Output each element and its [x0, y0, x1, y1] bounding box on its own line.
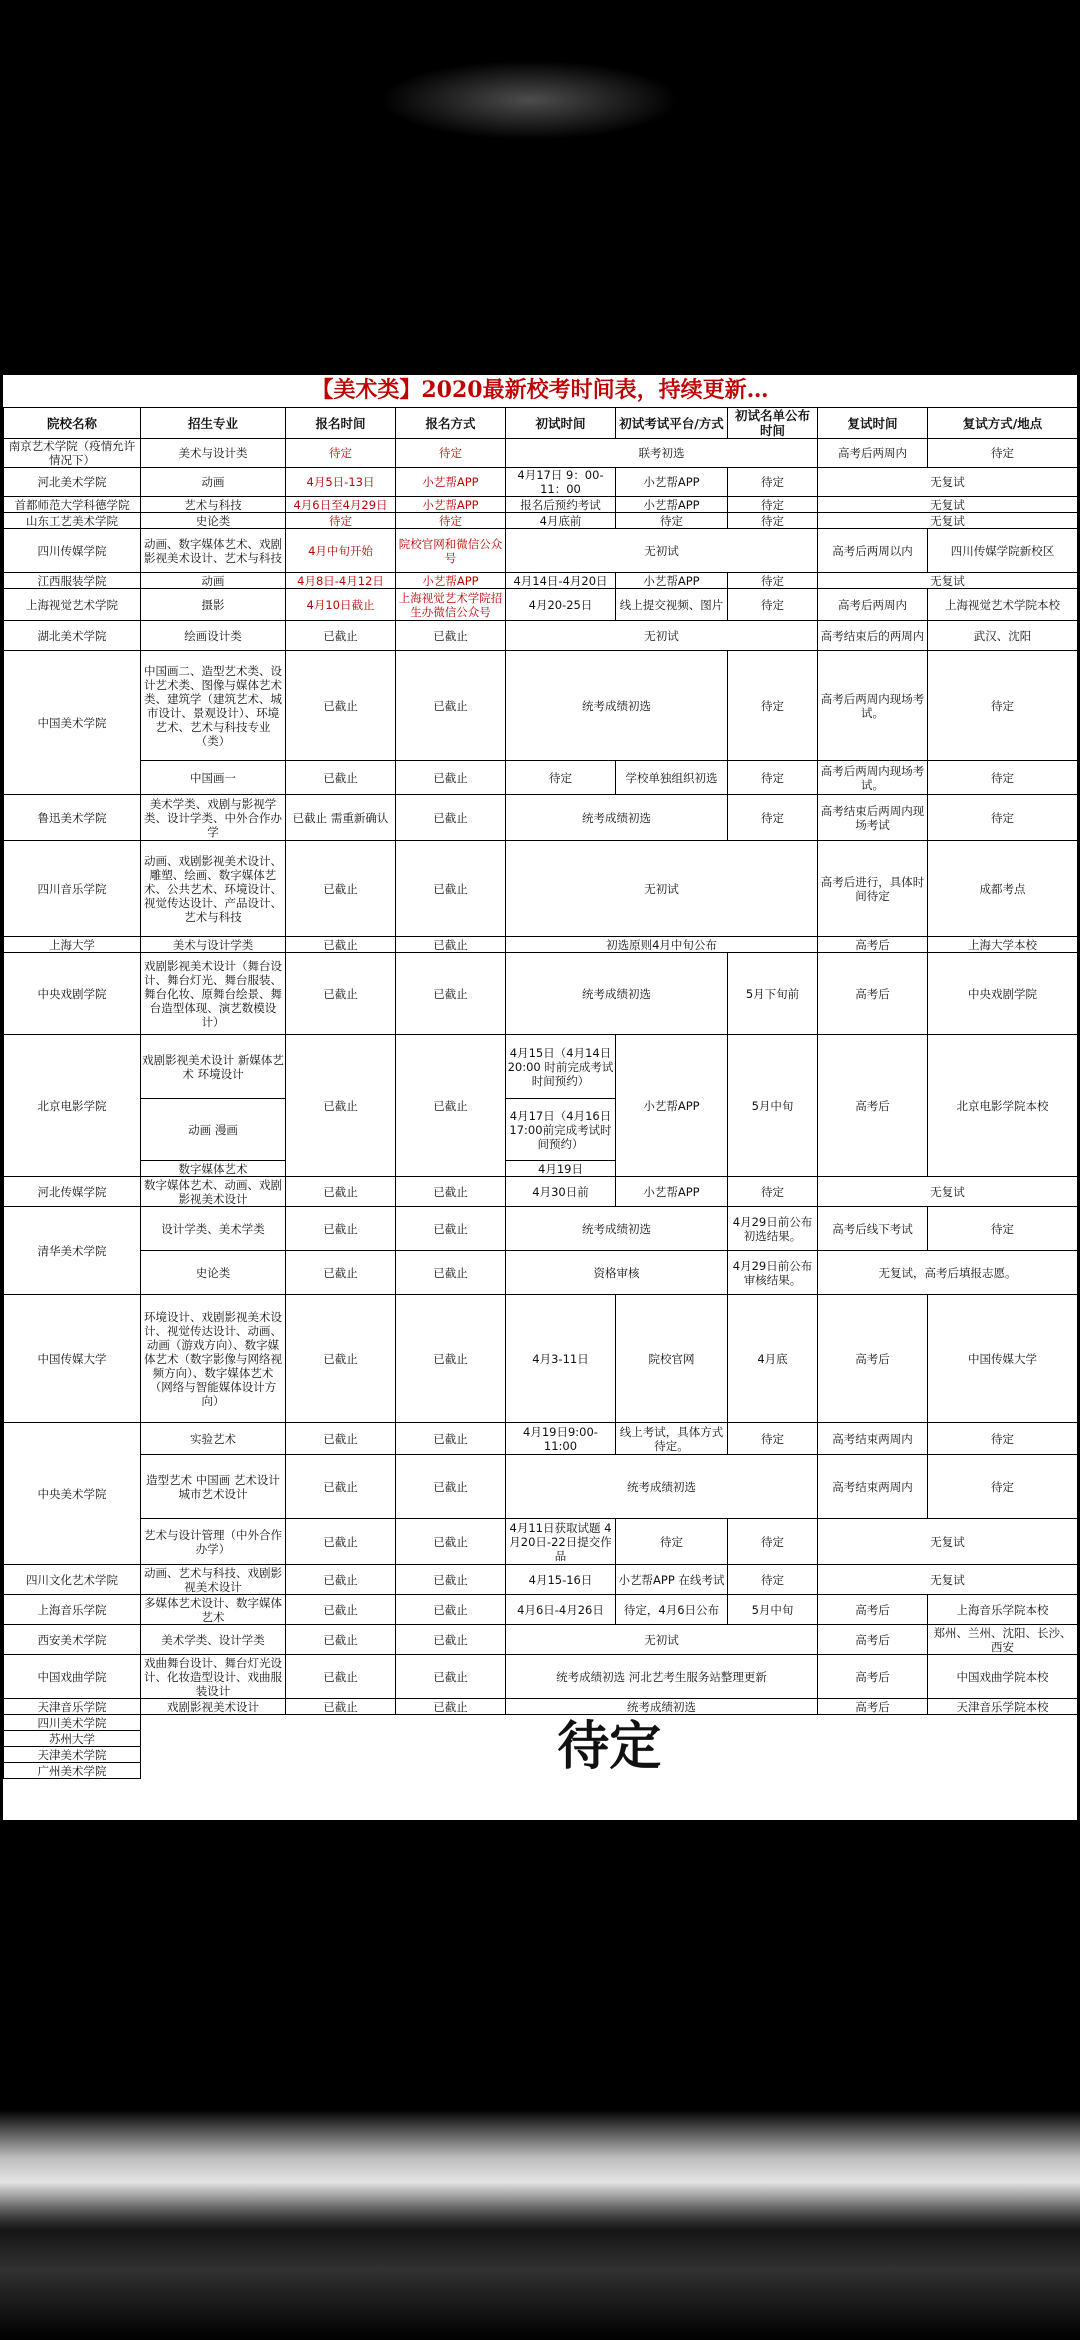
table-cell: 已截止 — [286, 953, 396, 1035]
table-cell: 环境设计、戏剧影视美术设计、视觉传达设计、动画、动画（游戏方向）、数字媒体艺术（数字影像与网络视频方向）、数字媒体艺术（网络与智能媒体设计方向） — [141, 1295, 286, 1423]
table-cell: 4月20-25日 — [506, 589, 616, 621]
table-cell: 四川传媒学院新校区 — [928, 529, 1078, 573]
table-cell: 待定 — [286, 513, 396, 529]
pending-notice: 待定 — [557, 1715, 662, 1777]
table-cell: 4月11日获取试题 4月20日-22日提交作品 — [506, 1519, 616, 1565]
table-cell: 小艺帮APP — [396, 468, 506, 497]
table-cell: 戏剧影视美术设计 — [141, 1699, 286, 1715]
table-row — [4, 439, 1078, 468]
table-cell: 高考结束后的两周内 — [818, 621, 928, 651]
table-cell: 高考后 — [818, 1625, 928, 1655]
table-cell: 高考后 — [818, 937, 928, 953]
table-cell: 上海大学本校 — [928, 937, 1078, 953]
table-cell: 郑州、兰州、沈阳、长沙、西安 — [928, 1625, 1078, 1655]
header-cell: 初试考试平台/方式 — [616, 408, 728, 439]
table-cell: 待定 — [928, 1207, 1078, 1251]
table-cell: 小艺帮APP — [616, 573, 728, 589]
table-cell: 待定 — [728, 761, 818, 795]
school-cell: 天津音乐学院 — [4, 1699, 141, 1715]
school-cell: 中央美术学院 — [4, 1423, 141, 1565]
table-row — [4, 1519, 1078, 1565]
school-cell: 河北美术学院 — [4, 468, 141, 497]
school-cell: 河北传媒学院 — [4, 1177, 141, 1207]
blurred-watermark — [380, 60, 680, 140]
table-cell: 中国戏曲学院本校 — [928, 1655, 1078, 1699]
table-cell: 已截止 — [286, 1295, 396, 1423]
table-cell: 小艺帮APP — [396, 497, 506, 513]
table-row — [4, 1177, 1078, 1207]
table-cell: 艺术与设计管理（中外合作办学） — [141, 1519, 286, 1565]
header-cell: 院校名称 — [4, 408, 141, 439]
table-cell: 设计学类、美术学类 — [141, 1207, 286, 1251]
table-cell: 已截止 — [396, 1455, 506, 1519]
school-cell: 天津美术学院 — [4, 1747, 141, 1763]
table-cell: 动画 — [141, 468, 286, 497]
table-cell: 4月14日-4月20日 — [506, 573, 616, 589]
table-cell: 待定 — [728, 795, 818, 841]
table-row — [4, 1625, 1078, 1655]
table-cell: 待定 — [616, 1519, 728, 1565]
table-cell: 联考初选 — [506, 439, 818, 468]
header-cell: 复试时间 — [818, 408, 928, 439]
table-cell: 待定 — [396, 513, 506, 529]
table-row — [4, 468, 1078, 497]
table-cell: 已截止 — [396, 1595, 506, 1625]
table-cell: 已截止 — [286, 1035, 396, 1177]
table-cell: 高考后 — [818, 1035, 928, 1177]
table-cell: 待定，4月6日公布 — [616, 1595, 728, 1625]
table-cell: 4月19日 — [506, 1161, 616, 1177]
table-cell: 高考结束两周内 — [818, 1455, 928, 1519]
table-cell: 4月29日前公布审核结果。 — [728, 1251, 818, 1295]
table-cell: 小艺帮APP — [616, 497, 728, 513]
table-cell: 学校单独组织初选 — [616, 761, 728, 795]
table-cell: 实验艺术 — [141, 1423, 286, 1455]
table-cell: 戏曲舞台设计、舞台灯光设计、化妆造型设计、戏曲服装设计 — [141, 1655, 286, 1699]
table-cell: 待定 — [728, 1565, 818, 1595]
school-cell: 中国传媒大学 — [4, 1295, 141, 1423]
table-cell: 上海视觉艺术学院本校 — [928, 589, 1078, 621]
table-cell: 待定 — [928, 761, 1078, 795]
table-cell: 小艺帮APP — [396, 573, 506, 589]
header-cell: 报名方式 — [396, 408, 506, 439]
school-cell: 中国美术学院 — [4, 651, 141, 795]
table-cell: 待定 — [928, 795, 1078, 841]
table-cell: 造型艺术 中国画 艺术设计 城市艺术设计 — [141, 1455, 286, 1519]
table-row — [4, 1715, 1078, 1731]
school-cell: 清华美术学院 — [4, 1207, 141, 1295]
table-cell: 已截止 — [396, 1035, 506, 1177]
table-cell: 待定 — [928, 1455, 1078, 1519]
header-cell: 复试方式/地点 — [928, 408, 1078, 439]
table-cell: 美术与设计学类 — [141, 937, 286, 953]
table-cell: 动画、戏剧影视美术设计、雕塑、绘画、数字媒体艺术、公共艺术、环境设计、视觉传达设计、产品设计、艺术与科技 — [141, 841, 286, 937]
school-cell: 北京电影学院 — [4, 1035, 141, 1177]
table-cell: 待定 — [506, 761, 616, 795]
table-cell: 戏剧影视美术设计 新媒体艺术 环境设计 — [141, 1035, 286, 1099]
table-cell: 4月3-11日 — [506, 1295, 616, 1423]
table-cell: 已截止 — [286, 937, 396, 953]
table-cell: 已截止 — [286, 1177, 396, 1207]
table-cell: 史论类 — [141, 513, 286, 529]
table-cell: 高考后 — [818, 1295, 928, 1423]
table-cell: 高考后 — [818, 953, 928, 1035]
table-cell: 小艺帮APP 在线考试 — [616, 1565, 728, 1595]
table-cell: 待定 — [728, 1177, 818, 1207]
table-cell: 已截止 — [396, 937, 506, 953]
table-cell: 待定 — [928, 651, 1078, 761]
table-cell: 已截止 — [286, 1655, 396, 1699]
schedule-sheet — [3, 375, 1077, 1820]
table-cell: 已截止 — [396, 795, 506, 841]
table-cell: 已截止 — [286, 761, 396, 795]
table-cell: 高考后两周内 — [818, 439, 928, 468]
table-row — [4, 1595, 1078, 1625]
table-cell: 4月8日-4月12日 — [286, 573, 396, 589]
table-cell: 4月底 — [728, 1295, 818, 1423]
table-cell: 待定 — [928, 439, 1078, 468]
table-cell: 已截止 — [286, 1251, 396, 1295]
table-cell: 艺术与科技 — [141, 497, 286, 513]
table-cell: 已截止 — [286, 1625, 396, 1655]
table-cell: 摄影 — [141, 589, 286, 621]
table-cell: 北京电影学院本校 — [928, 1035, 1078, 1177]
school-cell: 湖北美术学院 — [4, 621, 141, 651]
table-cell: 已截止 — [396, 1251, 506, 1295]
school-cell: 四川文化艺术学院 — [4, 1565, 141, 1595]
brush-shadow — [0, 2200, 1080, 2340]
school-cell: 山东工艺美术学院 — [4, 513, 141, 529]
table-cell: 无复试 — [818, 1519, 1078, 1565]
table-cell: 上海视觉艺术学院招生办微信公众号 — [396, 589, 506, 621]
header-cell: 报名时间 — [286, 408, 396, 439]
table-row — [4, 529, 1078, 573]
table-cell: 已截止 — [396, 1519, 506, 1565]
table-cell: 4月6日-4月26日 — [506, 1595, 616, 1625]
table-cell: 已截止 — [286, 1455, 396, 1519]
school-cell: 苏州大学 — [4, 1731, 141, 1747]
table-cell: 4月15日（4月14日20:00 时前完成考试时间预约） — [506, 1035, 616, 1099]
table-cell: 4月17日 9：00-11：00 — [506, 468, 616, 497]
school-cell: 鲁迅美术学院 — [4, 795, 141, 841]
table-row — [4, 497, 1078, 513]
table-cell: 动画、艺术与科技、戏剧影视美术设计 — [141, 1565, 286, 1595]
table-cell: 高考后 — [818, 1699, 928, 1715]
table-cell: 统考成绩初选 — [506, 795, 728, 841]
table-row — [4, 1699, 1078, 1715]
table-cell: 戏剧影视美术设计（舞台设计、舞台灯光、舞台服装、舞台化妆、原舞台绘景、舞台造型体现、演艺数模设计） — [141, 953, 286, 1035]
school-cell: 中央戏剧学院 — [4, 953, 141, 1035]
table-cell: 已截止 — [286, 841, 396, 937]
table-cell: 无初试 — [506, 841, 818, 937]
table-cell: 已截止 — [396, 1177, 506, 1207]
table-cell: 待定 — [728, 1423, 818, 1455]
table-cell: 5月中旬 — [728, 1595, 818, 1625]
table-row — [4, 1565, 1078, 1595]
table-cell: 高考结束两周内 — [818, 1423, 928, 1455]
table-row — [4, 1655, 1078, 1699]
table-cell: 已截止 — [396, 651, 506, 761]
top-dark-area — [0, 0, 1080, 375]
table-cell: 5月中旬 — [728, 1035, 818, 1177]
table-cell: 已截止 — [396, 761, 506, 795]
table-cell: 4月19日9:00-11:00 — [506, 1423, 616, 1455]
school-cell: 上海视觉艺术学院 — [4, 589, 141, 621]
table-cell: 数字媒体艺术、动画、戏剧影视美术设计 — [141, 1177, 286, 1207]
table-cell: 高考后 — [818, 1595, 928, 1625]
table-cell: 已截止 — [286, 1565, 396, 1595]
table-cell: 统考成绩初选 — [506, 1207, 728, 1251]
table-cell: 数字媒体艺术 — [141, 1161, 286, 1177]
table-cell: 待定 — [728, 497, 818, 513]
table-cell: 待定 — [728, 468, 818, 497]
table-cell: 4月中旬开始 — [286, 529, 396, 573]
table-cell: 已截止 — [286, 1699, 396, 1715]
table-cell: 高考后两周内现场考试。 — [818, 651, 928, 761]
table-cell: 待定 — [616, 513, 728, 529]
school-cell: 广州美术学院 — [4, 1763, 141, 1779]
table-cell: 统考成绩初选 — [506, 953, 728, 1035]
table-cell: 高考后线下考试 — [818, 1207, 928, 1251]
table-cell: 无复试 — [818, 513, 1078, 529]
header-cell: 招生专业 — [141, 408, 286, 439]
table-cell: 无复试，高考后填报志愿。 — [818, 1251, 1078, 1295]
table-cell: 已截止 — [286, 1595, 396, 1625]
table-cell: 5月下旬前 — [728, 953, 818, 1035]
header-row — [4, 408, 1078, 439]
table-cell: 已截止 — [286, 621, 396, 651]
table-cell: 线上考试，具体方式待定。 — [616, 1423, 728, 1455]
table-cell: 院校官网和微信公众号 — [396, 529, 506, 573]
table-cell: 4月17日（4月16日17:00前完成考试时间预约） — [506, 1099, 616, 1161]
table-row — [4, 841, 1078, 937]
table-cell: 高考后进行，具体时间待定 — [818, 841, 928, 937]
table-row — [4, 513, 1078, 529]
table-cell: 已截止 — [286, 1519, 396, 1565]
table-cell: 待定 — [728, 651, 818, 761]
table-row — [4, 1423, 1078, 1455]
table-cell: 资格审核 — [506, 1251, 728, 1295]
table-cell: 多媒体艺术设计、数字媒体艺术 — [141, 1595, 286, 1625]
table-cell: 史论类 — [141, 1251, 286, 1295]
table-cell: 已截止 需重新确认 — [286, 795, 396, 841]
table-cell: 无复试 — [818, 1177, 1078, 1207]
table-cell: 中国传媒大学 — [928, 1295, 1078, 1423]
table-cell: 已截止 — [396, 953, 506, 1035]
table-cell: 已截止 — [396, 1655, 506, 1699]
table-cell: 已截止 — [396, 1565, 506, 1595]
table-cell: 4月10日截止 — [286, 589, 396, 621]
table-cell: 4月29日前公布初选结果。 — [728, 1207, 818, 1251]
table-cell: 待定 — [728, 573, 818, 589]
school-cell: 上海大学 — [4, 937, 141, 953]
school-cell: 江西服装学院 — [4, 573, 141, 589]
table-row — [4, 573, 1078, 589]
school-cell: 西安美术学院 — [4, 1625, 141, 1655]
table-row — [4, 1207, 1078, 1251]
table-cell: 绘画设计类 — [141, 621, 286, 651]
table-cell: 已截止 — [396, 1699, 506, 1715]
table-cell: 待定 — [728, 1519, 818, 1565]
table-row — [4, 589, 1078, 621]
table-cell: 天津音乐学院本校 — [928, 1699, 1078, 1715]
table-cell: 美术学类、设计学类 — [141, 1625, 286, 1655]
table-cell: 已截止 — [396, 1423, 506, 1455]
table-cell: 高考后两周内 — [818, 589, 928, 621]
table-cell: 美术与设计类 — [141, 439, 286, 468]
table-cell: 已截止 — [396, 621, 506, 651]
table-cell: 无初试 — [506, 529, 818, 573]
table-cell: 统考成绩初选 河北艺考生服务站整理更新 — [506, 1655, 818, 1699]
table-row — [4, 937, 1078, 953]
table-cell: 已截止 — [396, 1207, 506, 1251]
table-cell: 统考成绩初选 — [506, 1699, 818, 1715]
table-cell: 4月30日前 — [506, 1177, 616, 1207]
table-cell: 待定 — [728, 589, 818, 621]
table-cell: 动画、数字媒体艺术、戏剧影视美术设计、艺术与科技 — [141, 529, 286, 573]
table-cell: 报名后预约考试 — [506, 497, 616, 513]
table-cell: 动画 漫画 — [141, 1099, 286, 1161]
school-cell: 中国戏曲学院 — [4, 1655, 141, 1699]
school-cell: 四川美术学院 — [4, 1715, 141, 1731]
table-cell: 动画 — [141, 573, 286, 589]
table-cell: 待定 — [928, 1423, 1078, 1455]
table-cell: 小艺帮APP — [616, 1035, 728, 1177]
header-cell: 初试名单公布时间 — [728, 408, 818, 439]
table-cell: 已截止 — [396, 841, 506, 937]
table-cell: 高考后两周内现场考试。 — [818, 761, 928, 795]
table-cell: 统考成绩初选 — [506, 1455, 818, 1519]
table-row — [4, 761, 1078, 795]
table-cell: 已截止 — [286, 1423, 396, 1455]
table-row — [4, 1251, 1078, 1295]
table-cell: 无复试 — [818, 497, 1078, 513]
table-cell: 已截止 — [286, 1207, 396, 1251]
school-cell: 四川音乐学院 — [4, 841, 141, 937]
table-cell: 中国画一 — [141, 761, 286, 795]
table-row — [4, 795, 1078, 841]
school-cell: 南京艺术学院（疫情允许情况下） — [4, 439, 141, 468]
table-cell: 无复试 — [818, 468, 1078, 497]
table-cell: 美术学类、戏剧与影视学类、设计学类、中外合作办学 — [141, 795, 286, 841]
table-cell: 上海音乐学院本校 — [928, 1595, 1078, 1625]
table-cell: 4月5日-13日 — [286, 468, 396, 497]
table-cell: 无初试 — [506, 621, 818, 651]
table-cell: 院校官网 — [616, 1295, 728, 1423]
table-cell: 小艺帮APP — [616, 468, 728, 497]
table-cell: 无复试 — [818, 1565, 1078, 1595]
table-cell: 无复试 — [818, 573, 1078, 589]
table-cell: 中央戏剧学院 — [928, 953, 1078, 1035]
table-cell: 中国画二、造型艺术类、设计艺术类、图像与媒体艺术类、建筑学（建筑艺术、城市设计、景观设计）、环境艺术、艺术与科技专业（类） — [141, 651, 286, 761]
table-cell: 待定 — [728, 513, 818, 529]
school-cell: 四川传媒学院 — [4, 529, 141, 573]
table-cell: 统考成绩初选 — [506, 651, 728, 761]
brush-stroke-decoration — [0, 2050, 1080, 2340]
table-cell: 已截止 — [396, 1295, 506, 1423]
table-row — [4, 651, 1078, 761]
exam-schedule-table — [3, 407, 1078, 1779]
school-cell: 上海音乐学院 — [4, 1595, 141, 1625]
table-cell: 4月底前 — [506, 513, 616, 529]
table-cell: 小艺帮APP — [616, 1177, 728, 1207]
table-cell: 线上提交视频、图片 — [616, 589, 728, 621]
table-cell: 已截止 — [286, 651, 396, 761]
table-row — [4, 1035, 1078, 1099]
school-cell: 首都师范大学科德学院 — [4, 497, 141, 513]
table-cell: 待定 — [286, 439, 396, 468]
table-cell: 高考结束后两周内现场考试 — [818, 795, 928, 841]
table-cell: 待定 — [396, 439, 506, 468]
table-row — [4, 953, 1078, 1035]
table-cell: 高考后 — [818, 1655, 928, 1699]
table-cell: 成都考点 — [928, 841, 1078, 937]
table-cell: 武汉、沈阳 — [928, 621, 1078, 651]
table-cell: 初选原则4月中旬公布 — [506, 937, 818, 953]
header-cell: 初试时间 — [506, 408, 616, 439]
table-row — [4, 621, 1078, 651]
table-row — [4, 1295, 1078, 1423]
table-cell: 无初试 — [506, 1625, 818, 1655]
table-row — [4, 1455, 1078, 1519]
table-cell: 4月6日至4月29日 — [286, 497, 396, 513]
table-title: 【美术类】2020最新校考时间表，持续更新… — [311, 377, 769, 403]
table-cell: 4月15-16日 — [506, 1565, 616, 1595]
table-cell: 高考后两周以内 — [818, 529, 928, 573]
table-cell: 已截止 — [396, 1625, 506, 1655]
